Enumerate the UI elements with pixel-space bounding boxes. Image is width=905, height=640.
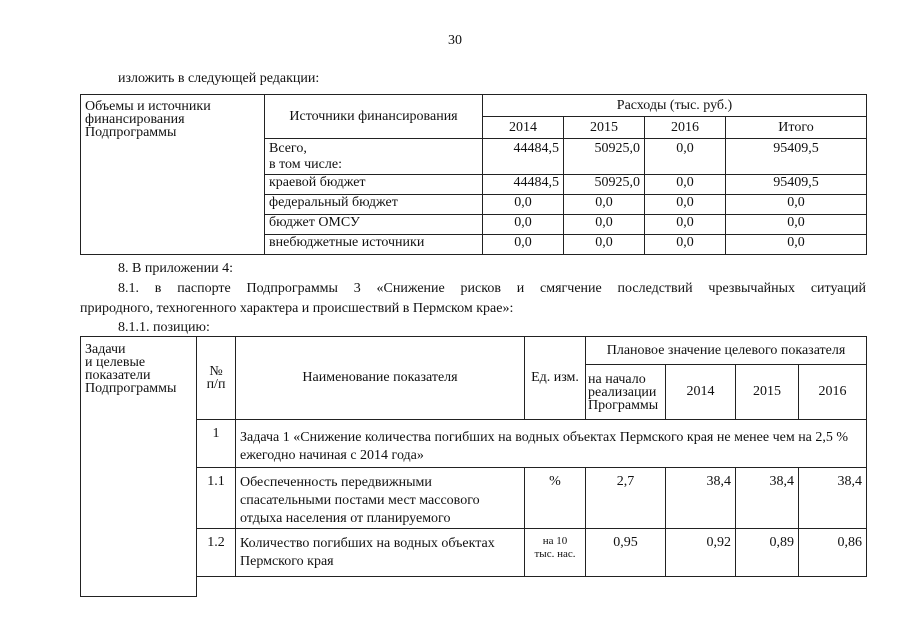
row-label: Всего, в том числе: xyxy=(265,139,483,175)
paragraph-appendix: 8. В приложении 4: xyxy=(118,261,234,276)
cell-value: 0,0 xyxy=(483,195,564,215)
cell-value: 50925,0 xyxy=(564,175,645,195)
cell-value: 0,0 xyxy=(645,195,726,215)
start-value-header: на начало реализации Программы xyxy=(586,365,666,420)
unit-value: на 10 тыс. нас. xyxy=(525,529,586,577)
sources-header: Источники финансирования xyxy=(265,95,483,139)
cell-value: 50925,0 xyxy=(564,139,645,175)
indicators-table xyxy=(80,336,867,597)
paragraph-passport-line1: 8.1. в паспорте Подпрограммы 3 «Снижение рисков и смягчение последствий чрезвычайных ситуаций xyxy=(118,281,866,296)
row-label: внебюджетные источники xyxy=(265,235,483,255)
task-row xyxy=(81,420,867,468)
row-label: бюджет ОМСУ xyxy=(265,215,483,235)
cell-value: 0,0 xyxy=(483,235,564,255)
paragraph-passport-line2: природного, техногенного характера и происшествий в Пермском крае»: xyxy=(80,301,514,316)
cell-value: 0,0 xyxy=(645,215,726,235)
start-value: 0,95 xyxy=(586,529,666,577)
number-header: № п/п xyxy=(197,337,236,420)
unit-value: % xyxy=(525,468,586,529)
cell-value: 0,0 xyxy=(564,195,645,215)
year-value: 38,4 xyxy=(736,468,799,529)
cell-value: 0,0 xyxy=(726,195,867,215)
row-number: 1.2 xyxy=(197,529,236,577)
cell-value: 0,0 xyxy=(564,215,645,235)
cell-value: 0,0 xyxy=(645,175,726,195)
start-value: 2,7 xyxy=(586,468,666,529)
cell-value: 0,0 xyxy=(726,235,867,255)
table-row xyxy=(81,529,867,577)
paragraph-position: 8.1.1. позицию: xyxy=(118,320,210,335)
indicator-name-header: Наименование показателя xyxy=(236,337,525,420)
unit-header: Ед. изм. xyxy=(525,337,586,420)
task-number: 1 xyxy=(197,420,236,468)
year-value: 38,4 xyxy=(799,468,867,529)
intro-text: изложить в следующей редакции: xyxy=(118,71,320,86)
cell-value: 0,0 xyxy=(645,139,726,175)
cell-value: 95409,5 xyxy=(726,139,867,175)
row-label: федеральный бюджет xyxy=(265,195,483,215)
indicator-name: Обеспеченность передвижными спасательными постами мест массового отдыха населения от планируемого xyxy=(236,468,525,529)
financing-table xyxy=(80,94,867,255)
year-value: 38,4 xyxy=(666,468,736,529)
year-header: 2016 xyxy=(645,117,726,139)
cell-value: 95409,5 xyxy=(726,175,867,195)
year-value: 0,86 xyxy=(799,529,867,577)
row-number: 1.1 xyxy=(197,468,236,529)
year-header: 2015 xyxy=(564,117,645,139)
table-row xyxy=(81,468,867,529)
cell-value: 0,0 xyxy=(645,235,726,255)
cell-value: 0,0 xyxy=(726,215,867,235)
task-text: Задача 1 «Снижение количества погибших на водных объектах Пермского края не менее чем на 2,5 % ежегодно начиная с 2014 года» xyxy=(236,420,867,468)
page-number: 30 xyxy=(448,33,462,48)
year-value: 0,89 xyxy=(736,529,799,577)
year-header: 2016 xyxy=(799,365,867,420)
cell-value: 44484,5 xyxy=(483,175,564,195)
cell-value: 44484,5 xyxy=(483,139,564,175)
year-header: 2014 xyxy=(666,365,736,420)
total-header: Итого xyxy=(726,117,867,139)
year-header: 2015 xyxy=(736,365,799,420)
financing-label: Объемы и источники финансирования Подпрограммы xyxy=(81,95,265,255)
year-value: 0,92 xyxy=(666,529,736,577)
cell-value: 0,0 xyxy=(483,215,564,235)
plan-value-header: Плановое значение целевого показателя xyxy=(586,337,867,365)
expenses-header: Расходы (тыс. руб.) xyxy=(483,95,867,117)
indicator-name: Количество погибших на водных объектах Пермского края xyxy=(236,529,525,577)
tasks-label: Задачи и целевые показатели Подпрограммы xyxy=(81,337,197,597)
year-header: 2014 xyxy=(483,117,564,139)
row-label: краевой бюджет xyxy=(265,175,483,195)
cell-value: 0,0 xyxy=(564,235,645,255)
